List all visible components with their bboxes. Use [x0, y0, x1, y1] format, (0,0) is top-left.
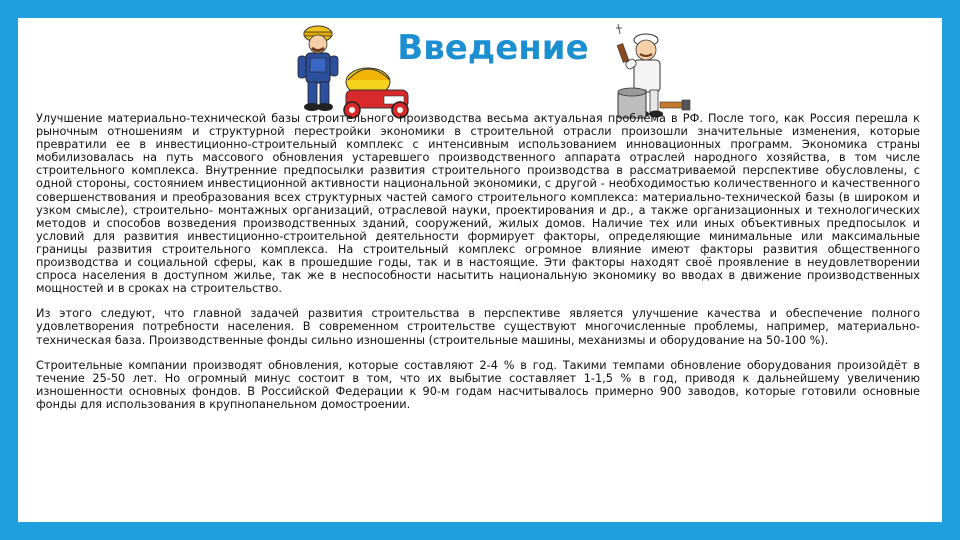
slide-title: Введение	[397, 28, 589, 68]
slide-body	[36, 112, 920, 423]
paragraph-intro: Улучшение материально-технической базы строительного производства весьма актуальная проблема в РФ. После того, как Россия перешла к рыночным отношениям и структурной перестройки экономики в строительной отрасли произошли значительные изменения, которые превратили ее в инвестиционно-строительный комплекс с интенсивным использованием инновационных программ. Экономика страны мобилизовалась на путь массового обновления устаревшего производственного аппарата отраслей народного хозяйства, в том числе строительного комплекса. Внутренние предпосылки развития строительного производства в рассматриваемой перспективе обусловлены, с одной стороны, состоянием инвестиционной активности национальной экономики, с другой - необходимостью количественного и качественного совершенствования и преобразования всех структурных частей самого строительного комплекса: материально-технической базы (в широком и узком смысле), строительно- монтажных организаций, отраслевой науки, проектирования и др., а также организационных и технологических методов и способов возведения производственных зданий, сооружений, жилых домов. Наличие тех или иных объективных предпосылок и условий для развития инвестиционно-строительной деятельности формирует факторы, определяющие минимальные или максимальные границы развития строительного комплекса. На строительный комплекс огромное влияние имеют факторы развития общественного производства и социальной сферы, как в прошедшие годы, так и в настоящие. Эти факторы находят своё проявление в неудовлетворении спроса населения в доступном жилье, так же в неспособности насытить национальную экономику во вводах в движение производственных мощностей и в сроках на строительство.	[36, 112, 920, 296]
paragraph-main-task: Из этого следуют, что главной задачей развития строительства в перспективе является улучшение качества и обеспечение полного удовлетворения потребности населения. В современном строительстве существуют многочисленные проблемы, например, материально- техническая база. Производственные фонды сильно изношенны (строительные машины, механизмы и оборудование на 50-100 %).	[36, 307, 920, 347]
paragraph-renewal-rates: Строительные компании производят обновления, которые составляют 2-4 % в год. Такими темпами обновление оборудования произойдёт в течение 25-50 лет. Но огромный минус состоит в том, что их выбытие составляет 1-1,5 % в год, приводя к дальнейшему увеличению изношенности основных фондов. В Российской Федерации к 90-м годам насчитывалось примерно 900 заводов, которые готовили основные фонды для использования в крупнопанельном домостроении.	[36, 358, 920, 411]
slide	[18, 18, 942, 522]
painter-illustration	[598, 20, 698, 122]
